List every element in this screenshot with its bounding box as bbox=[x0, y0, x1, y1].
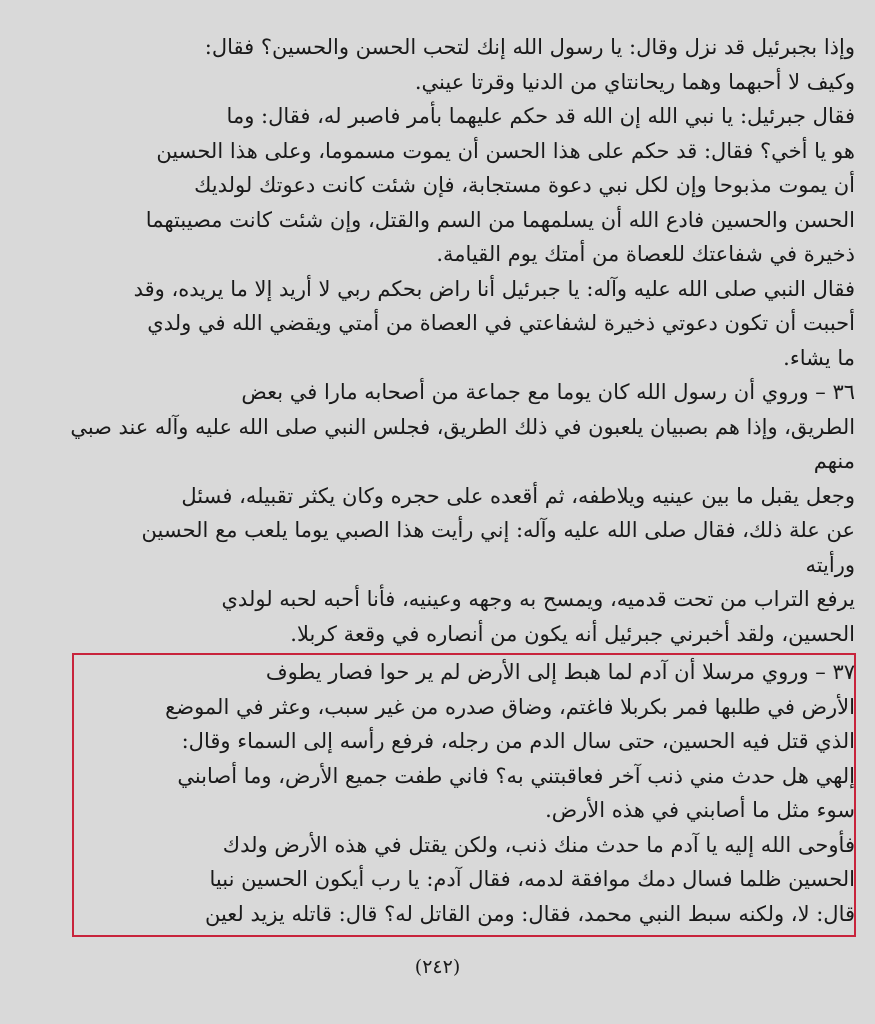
text-line: سوء مثل ما أصابني في هذه الأرض. bbox=[545, 798, 855, 822]
text-line: وجعل يقبل ما بين عينيه ويلاطفه، ثم أقعده على حجره وكان يكثر تقبيله، فسئل bbox=[181, 483, 855, 508]
text-line: أحببت أن تكون دعوتي ذخيرة لشفاعتي في العصاة من أمتي ويقضي الله في ولدي bbox=[147, 311, 855, 335]
text-line: هو يا أخي؟ فقال: قد حكم على هذا الحسن أن يموت مسموما، وعلى هذا الحسين bbox=[156, 138, 855, 163]
text-line: وكيف لا أحبهما وهما ريحانتاي من الدنيا وقرتا عيني. bbox=[414, 69, 855, 94]
text-line: ذخيرة في شفاعتك للعصاة من أمتك يوم القيامة. bbox=[436, 242, 855, 266]
text-line: عن علة ذلك، فقال صلى الله عليه وآله: إني رأيت هذا الصبي يوما يلعب مع الحسين bbox=[141, 518, 855, 542]
text-line: الحسن والحسين فادع الله أن يسلمهما من السم والقتل، وإن شئت كانت مصيبتهما bbox=[145, 207, 855, 232]
text-line: الحسين ظلما فسال دمك موافقة لدمه، فقال آدم: يا رب أيكون الحسين نبيا bbox=[209, 867, 855, 891]
text-line: إلهي هل حدث مني ذنب آخر فعاقبتني به؟ فاني طفت جميع الأرض، وما أصابني bbox=[177, 763, 855, 788]
text-line: الأرض في طلبها فمر بكربلا فاغتم، وضاق صدره من غير سبب، وعثر في الموضع bbox=[165, 694, 855, 719]
text-line: ٣٧ – وروي مرسلا أن آدم لما هبط إلى الأرض لم ير حوا فصار يطوف bbox=[265, 660, 855, 684]
boxed-text-block bbox=[70, 655, 855, 931]
text-line: وإذا بجبرئيل قد نزل وقال: يا رسول الله إنك لتحب الحسن والحسين؟ فقال: bbox=[204, 35, 855, 59]
text-line: أن يموت مذبوحا وإن لكل نبي دعوة مستجابة، فإن شئت كانت دعوتك لولديك bbox=[194, 173, 855, 197]
text-line: الذي قتل فيه الحسين، حتى سال الدم من رجله، فرفع رأسه إلى السماء وقال: bbox=[181, 729, 855, 753]
text-line: يرفع التراب من تحت قدميه، ويمسح به وجهه وعينيه، فأنا أحبه لحبه لولدي bbox=[221, 587, 855, 611]
text-line: ما يشاء. bbox=[783, 345, 855, 370]
text-line: الطريق، وإذا هم بصبيان يلعبون في ذلك الطريق، فجلس النبي صلى الله عليه وآله عند صبي bbox=[70, 414, 855, 439]
text-line: فقال النبي صلى الله عليه وآله: يا جبرئيل أنا راض بحكم ربي لا أريد إلا ما يريده، وقد bbox=[133, 276, 855, 301]
text-line: قال: لا، ولكنه سبط النبي محمد، فقال: ومن القاتل له؟ قال: قاتله يزيد لعين bbox=[204, 901, 855, 926]
text-line: فقال جبرئيل: يا نبي الله إن الله قد حكم عليهما بأمر فاصبر له، فقال: وما bbox=[226, 104, 855, 128]
text-line: ورأيته bbox=[805, 552, 855, 577]
page-number: (٢٤٢) bbox=[414, 956, 461, 978]
text-line: منهم bbox=[813, 449, 855, 473]
text-line: الحسين، ولقد أخبرني جبرئيل أنه يكون من أنصاره في وقعة كربلا. bbox=[290, 621, 855, 646]
text-line: ٣٦ – وروي أن رسول الله كان يوما مع جماعة من أصحابه مارا في بعض bbox=[241, 380, 855, 404]
text-line: فأوحى الله إليه يا آدم ما حدث منك ذنب، ولكن يقتل في هذه الأرض ولدك bbox=[222, 832, 855, 857]
upper-text-block bbox=[70, 30, 855, 651]
